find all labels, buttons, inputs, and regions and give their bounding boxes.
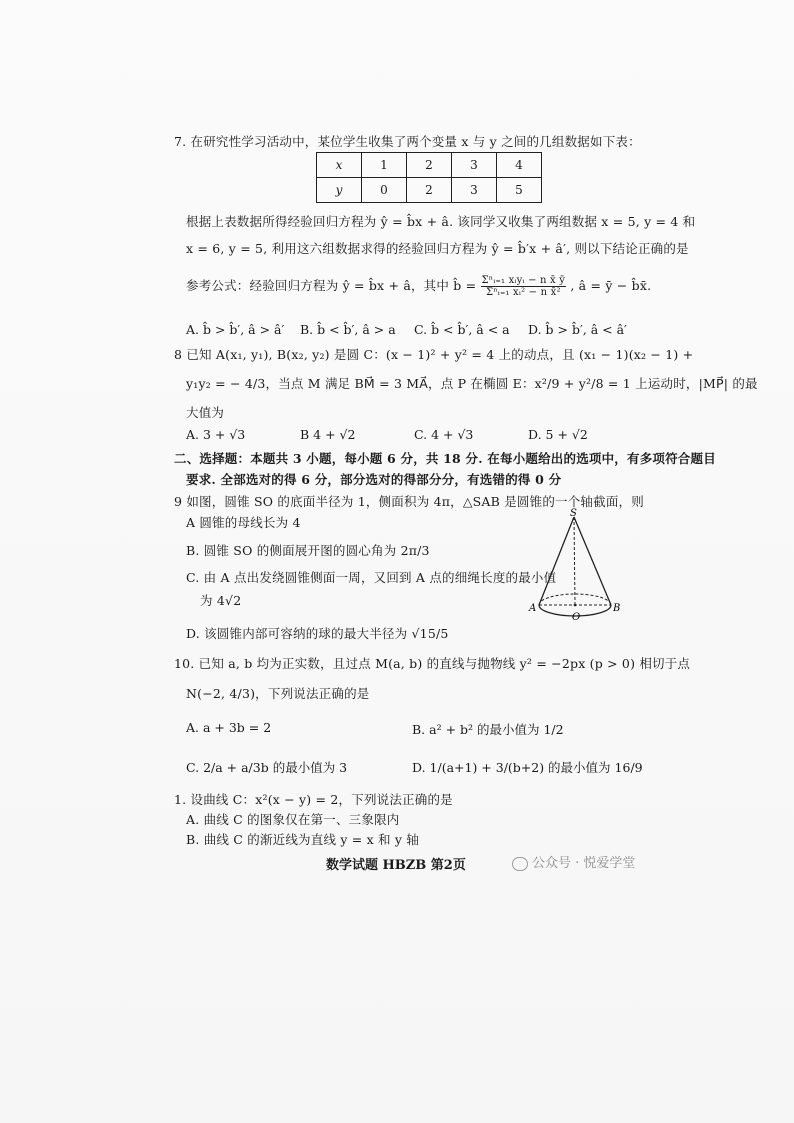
q7-option-a: A. b̂ > b̂′, â > â′: [186, 322, 285, 337]
q7-reference-formula: [186, 275, 651, 298]
table-cell: 2: [407, 153, 452, 178]
q8-line3: 大值为: [186, 405, 225, 420]
q7-line2: 根据上表数据所得经验回归方程为 ŷ = b̂x + â. 该同学又收集了两组数据 x = 5, y = 4 和: [186, 214, 696, 229]
q9-option-c-cont: 为 4√2: [200, 593, 242, 608]
q10-line2: N(−2, 4/3)，下列说法正确的是: [186, 686, 370, 701]
q11-stem: 1. 设曲线 C：x²(x − y) = 2，下列说法正确的是: [174, 792, 453, 807]
cone-label-o: O: [572, 612, 581, 623]
table-cell: 1: [362, 153, 407, 178]
wechat-icon: [512, 857, 528, 871]
q10-option-b: B. a² + b² 的最小值为 1/2: [412, 722, 564, 737]
table-row: [317, 178, 542, 203]
table-cell: 3: [452, 153, 497, 178]
q8-option-b: B 4 + √2: [300, 427, 356, 442]
watermark-text: 公众号 · 悦爱学堂: [532, 856, 636, 871]
ref-prefix: 参考公式：经验回归方程为 ŷ = b̂x + â，其中 b̂ =: [186, 278, 477, 293]
table-cell: 5: [497, 178, 542, 203]
q8-option-a: A. 3 + √3: [186, 427, 246, 442]
table-cell: 0: [362, 178, 407, 203]
q8-line2: y₁y₂ = − 4/3，当点 M 满足 BM⃗ = 3 MA⃗，点 P 在椭圆 E：x²/9 + y²/8 = 1 上运动时，|MP⃗| 的最: [186, 376, 758, 391]
section-2-instructions: 要求. 全部选对的得 6 分，部分选对的得部分分，有选错的得 0 分: [186, 472, 562, 487]
q10-option-c: C. 2/a + a/3b 的最小值为 3: [186, 760, 348, 775]
q7-stem: 7. 在研究性学习活动中，某位学生收集了两个变量 x 与 y 之间的几组数据如下表：: [174, 134, 641, 149]
q10-option-a: A. a + 3b = 2: [186, 720, 272, 735]
q7-line3: x = 6, y = 5, 利用这六组数据求得的经验回归方程为 ŷ = b̂′x + â′, 则以下结论正确的是: [186, 241, 689, 256]
ref-suffix: , â = ȳ − b̂x̄.: [570, 278, 652, 293]
table-row: [317, 153, 542, 178]
q9-option-d: D. 该圆锥内部可容纳的球的最大半径为 √15/5: [186, 626, 449, 641]
q8-option-d: D. 5 + √2: [528, 427, 588, 442]
section-2-heading: 二、选择题：本题共 3 小题，每小题 6 分，共 18 分. 在每小题给出的选项中，有多项符合题目: [174, 451, 716, 466]
q11-option-a: A. 曲线 C 的图象仅在第一、三象限内: [186, 812, 400, 827]
q9-stem: 9 如图，圆锥 SO 的底面半径为 1，侧面积为 4π，△SAB 是圆锥的一个轴截面，则: [174, 494, 644, 509]
cone-label-b: B: [613, 603, 621, 614]
ref-fraction: [481, 275, 567, 298]
q8-line1: 8 已知 A(x₁, y₁), B(x₂, y₂) 是圆 C：(x − 1)² + y² = 4 上的动点，且 (x₁ − 1)(x₂ − 1) +: [174, 347, 694, 362]
q10-option-d: D. 1/(a+1) + 3/(b+2) 的最小值为 16/9: [412, 760, 643, 775]
q7-option-c: C. b̂ < b̂′, â < a: [414, 322, 510, 337]
ref-numerator: Σⁿᵢ₌₁ xᵢyᵢ − n x̄ ȳ: [481, 275, 566, 286]
table-cell: 2: [407, 178, 452, 203]
cone-label-a: A: [529, 603, 537, 614]
table-cell: y: [317, 178, 362, 203]
q8-option-c: C. 4 + √3: [414, 427, 474, 442]
cone-figure: [527, 507, 627, 627]
q9-option-a: A 圆锥的母线长为 4: [186, 515, 301, 530]
watermark: [512, 852, 635, 871]
ref-denominator: Σⁿᵢ₌₁ xᵢ² − n x̄²: [485, 287, 561, 298]
table-cell: 4: [497, 153, 542, 178]
q7-option-b: B. b̂ < b̂′, â > a: [300, 322, 396, 337]
q9-option-c: C. 由 A 点出发绕圆锥侧面一周，又回到 A 点的细绳长度的最小值: [186, 570, 557, 585]
q7-option-d: D. b̂ > b̂′, â < â′: [528, 322, 627, 337]
q10-line1: 10. 已知 a, b 均为正实数，且过点 M(a, b) 的直线与抛物线 y² = −2px (p > 0) 相切于点: [174, 656, 691, 671]
q11-option-b: B. 曲线 C 的渐近线为直线 y = x 和 y 轴: [186, 832, 420, 847]
q7-data-table: [316, 152, 542, 203]
cone-label-s: S: [570, 508, 577, 519]
q9-option-b: B. 圆锥 SO 的侧面展开图的圆心角为 2π/3: [186, 543, 430, 558]
table-cell: 3: [452, 178, 497, 203]
table-cell: x: [317, 153, 362, 178]
page-footer: 数学试题 HBZB 第2页: [326, 858, 466, 873]
